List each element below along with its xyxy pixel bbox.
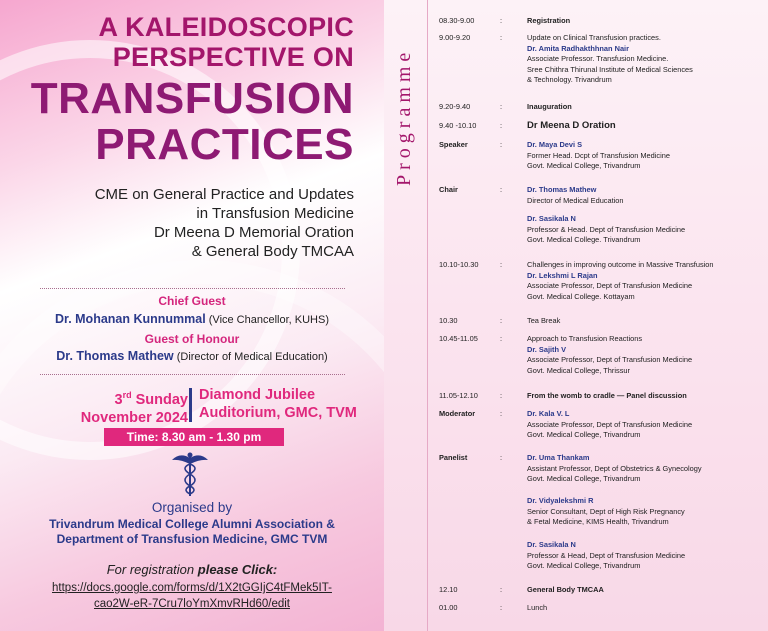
- subtitle-line: Dr Meena D Memorial Oration: [153, 224, 354, 241]
- schedule-colon: :: [500, 391, 503, 400]
- schedule-details: [527, 409, 765, 441]
- guest-of-honour-label: Guest of Honour: [144, 332, 240, 346]
- event-subtitle: [95, 185, 354, 261]
- schedule-detail-line: Govt. Medical College, Thrissur: [527, 365, 630, 375]
- schedule-details: [527, 496, 765, 528]
- chief-guest-name: Dr. Mohanan Kunnummal: [55, 312, 206, 326]
- organised-by-label: Organised by: [151, 500, 233, 515]
- schedule-details: [527, 16, 765, 27]
- schedule-detail-line: Govt. Medical College, Trivandrum: [527, 474, 641, 483]
- schedule-details: [527, 260, 765, 302]
- registration-link-line[interactable]: cao2W-eR-7Cru7loYmXmvRHd60/edit: [94, 598, 290, 610]
- schedule-colon: :: [500, 334, 503, 343]
- schedule-details: [527, 33, 765, 86]
- date-venue-block: [0, 386, 384, 426]
- schedule-colon: :: [500, 260, 503, 269]
- guest-of-honour-role: (Director of Medical Education): [176, 351, 328, 363]
- divider: [40, 374, 345, 375]
- schedule-detail-line: & Technology. Trivandrum: [527, 75, 612, 84]
- schedule-time: 9.00-9.20: [439, 33, 471, 42]
- event-date: [81, 386, 188, 427]
- subtitle-line: in Transfusion Medicine: [196, 205, 354, 222]
- speaker-name: Dr. Thomas Mathew: [527, 185, 597, 194]
- schedule-details: [527, 603, 765, 614]
- schedule-colon: :: [500, 585, 503, 594]
- schedule-time: Speaker: [439, 140, 468, 149]
- schedule-detail-line: Govt. Medical College, Trivandrum: [527, 561, 641, 570]
- schedule-detail-line: Sree Chithra Thirunal Institute of Medical Sciences: [527, 64, 693, 74]
- schedule-time: 10.30: [439, 316, 458, 325]
- schedule-detail-line: Associate Professor. Transfusion Medicine.: [527, 54, 669, 63]
- organisers: [0, 517, 384, 547]
- speaker-name: Dr. Vidyalekshmi R: [527, 496, 594, 505]
- programme-panel: [384, 0, 768, 631]
- schedule-detail-line: Associate Professor, Dept of Transfusion Medicine: [527, 355, 693, 364]
- chief-guest: [0, 312, 384, 326]
- schedule-detail-line: Challenges in improving outcome in Massive Transfusion: [527, 260, 714, 269]
- schedule-details: [527, 121, 765, 132]
- registration-emphasis: please Click:: [197, 562, 278, 577]
- title-line: PRACTICES: [95, 120, 354, 169]
- schedule-colon: :: [500, 33, 503, 42]
- schedule-colon: :: [500, 185, 503, 194]
- venue-line: Diamond Jubilee: [199, 387, 316, 403]
- schedule-detail-line: Associate Professor, Dept of Transfusion Medicine: [527, 419, 693, 429]
- schedule-detail-line: Assistant Professor, Dept of Obstetrics & Gynecology: [527, 463, 702, 473]
- programme-heading-text: Programme: [393, 47, 415, 186]
- schedule-detail-line: Inauguration: [527, 102, 572, 111]
- schedule-detail-line: Govt. Medical College, Trivandrum: [527, 161, 641, 170]
- schedule-details: [527, 102, 765, 113]
- schedule-detail-line: Update on Clinical Transfusion practices.: [527, 33, 661, 42]
- speaker-name: Dr. Sasikala N: [527, 214, 576, 223]
- speaker-name: Dr. Sajith V: [527, 344, 567, 354]
- chief-guest-label: Chief Guest: [158, 294, 226, 308]
- schedule-time: 01.00: [439, 603, 458, 612]
- schedule-detail-line: Approach to Transfusion Reactions: [527, 334, 643, 343]
- schedule-details: [527, 391, 765, 402]
- schedule-time: 12.10: [439, 585, 458, 594]
- schedule-detail-line: Registration: [527, 16, 571, 25]
- organiser-line: Trivandrum Medical College Alumni Association &: [49, 517, 335, 531]
- event-title-top: [98, 12, 354, 72]
- schedule-details: [527, 585, 765, 596]
- schedule-colon: :: [500, 140, 503, 149]
- schedule-colon: :: [500, 16, 503, 25]
- schedule-detail-line: Dr Meena D Oration: [527, 120, 616, 131]
- event-time-badge: Time: 8.30 am - 1.30 pm: [104, 428, 284, 446]
- speaker-name: Dr. Kala V. L: [527, 409, 570, 418]
- event-venue: [199, 386, 357, 422]
- registration-link-line[interactable]: https://docs.google.com/forms/d/1X2tGGIjC4tFMek5IT-: [52, 582, 332, 594]
- schedule-detail-line: & Fetal Medicine, KIMS Health, Trivandrum: [527, 517, 669, 526]
- date-ordinal-suffix: rd: [122, 390, 132, 400]
- speaker-name: Dr. Uma Thankam: [527, 453, 590, 462]
- subtitle-line: & General Body TMCAA: [191, 243, 354, 260]
- schedule-details: [527, 214, 765, 246]
- schedule-details: [527, 453, 765, 485]
- schedule-time: Moderator: [439, 409, 476, 418]
- schedule-time: 10.10-10.30: [439, 260, 479, 269]
- schedule-colon: :: [500, 603, 503, 612]
- subtitle-line: CME on General Practice and Updates: [94, 186, 354, 203]
- date-ordinal: 3: [114, 391, 123, 408]
- schedule-detail-line: From the womb to cradle — Panel discussion: [527, 391, 687, 400]
- schedule-time: 9.20-9.40: [439, 102, 471, 111]
- guest-of-honour-name: Dr. Thomas Mathew: [56, 349, 174, 363]
- divider: [40, 288, 345, 289]
- registration-label: [0, 562, 384, 577]
- schedule-detail-line: Tea Break: [527, 316, 561, 325]
- schedule-detail-line: Associate Professor, Dept of Transfusion Medicine: [527, 281, 693, 290]
- date-month-year: November 2024: [80, 409, 188, 426]
- schedule-time: Chair: [439, 185, 458, 194]
- speaker-name: Dr. Amita Radhakthhnan Nair: [527, 43, 629, 53]
- registration-link[interactable]: [0, 580, 384, 612]
- organiser-line: Department of Transfusion Medicine, GMC TVM: [56, 532, 328, 546]
- schedule-colon: :: [500, 316, 503, 325]
- schedule-details: [527, 316, 765, 327]
- schedule-detail-line: Govt. Medical College, Trivandrum: [527, 430, 641, 439]
- title-line: TRANSFUSION: [30, 74, 354, 123]
- speaker-name: Dr. Sasikala N: [527, 540, 576, 549]
- schedule-colon: :: [500, 409, 503, 418]
- schedule-time: 11.05-12.10: [439, 391, 478, 400]
- caduceus-icon: [168, 450, 212, 498]
- event-title-main: [31, 76, 354, 168]
- schedule-time: 9.40 -10.10: [439, 121, 477, 130]
- schedule-list: [384, 0, 768, 631]
- venue-line: Auditorium, GMC, TVM: [199, 405, 357, 421]
- schedule-detail-line: General Body TMCAA: [527, 585, 604, 594]
- schedule-detail-line: Govt. Medical College. Trivandrum: [527, 235, 641, 244]
- date-day: Sunday: [135, 391, 188, 408]
- speaker-name: Dr. Maya Devi S: [527, 140, 583, 149]
- schedule-details: [527, 185, 765, 206]
- schedule-detail-line: Govt. Medical College. Kottayam: [527, 291, 635, 301]
- schedule-colon: :: [500, 121, 503, 130]
- schedule-colon: :: [500, 453, 503, 462]
- schedule-time: 08.30-9.00: [439, 16, 475, 25]
- speaker-name: Dr. Lekshmi L Rajan: [527, 270, 598, 280]
- title-line: A KALEIDOSCOPIC: [98, 12, 354, 42]
- schedule-detail-line: Senior Consultant, Dept of High Risk Pregnancy: [527, 506, 685, 516]
- schedule-detail-line: Lunch: [527, 603, 548, 612]
- registration-prefix: For registration: [106, 562, 198, 577]
- date-venue-separator: [189, 388, 192, 422]
- schedule-detail-line: Professor & Head. Dept of Transfusion Medicine: [527, 224, 686, 234]
- guest-of-honour: [0, 349, 384, 363]
- chief-guest-role: (Vice Chancellor, KUHS): [208, 314, 329, 326]
- schedule-colon: :: [500, 102, 503, 111]
- schedule-details: [527, 140, 765, 172]
- schedule-time: 10.45-11.05: [439, 334, 478, 343]
- schedule-details: [527, 540, 765, 572]
- title-line: PERSPECTIVE ON: [112, 42, 354, 72]
- schedule-detail-line: Former Head. Dcpt of Transfusion Medicine: [527, 150, 670, 160]
- schedule-detail-line: Director of Medical Education: [527, 195, 624, 205]
- schedule-details: [527, 334, 765, 376]
- schedule-time: Panelist: [439, 453, 468, 462]
- schedule-detail-line: Professor & Head, Dept of Transfusion Medicine: [527, 550, 686, 560]
